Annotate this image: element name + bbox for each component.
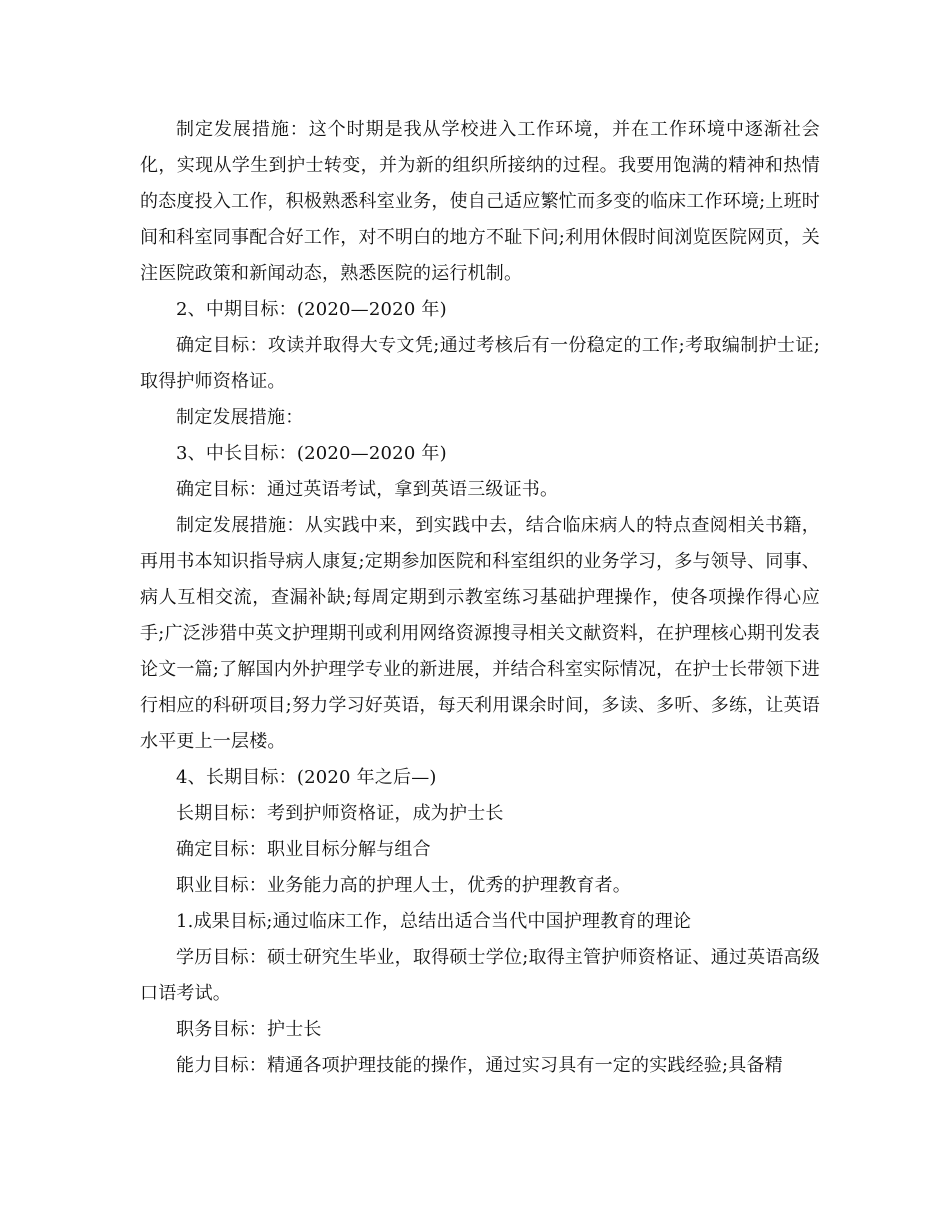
- paragraph-10: 确定目标：职业目标分解与组合: [176, 839, 431, 860]
- paragraph-4: 制定发展措施：: [176, 407, 304, 428]
- paragraph-14: 职务目标：护士长: [176, 1019, 322, 1040]
- paragraph-6: 确定目标：通过英语考试，拿到英语三级证书。: [176, 479, 559, 500]
- paragraph-15: 能力目标：精通各项护理技能的操作，通过实习具有一定的实践经验;具备精: [176, 1055, 783, 1076]
- paragraph-9: 长期目标：考到护师资格证，成为护士长: [176, 803, 504, 824]
- paragraph-8: 4、长期目标：(2020 年之后—): [176, 767, 437, 788]
- paragraph-2: 2、中期目标：(2020—2020 年): [176, 299, 447, 320]
- document-body: [140, 112, 820, 1084]
- paragraph-13: 学历目标：硕士研究生毕业，取得硕士学位;取得主管护师资格证、通过英语高级口语考试。: [140, 947, 820, 1004]
- paragraph-1: 制定发展措施：这个时期是我从学校进入工作环境，并在工作环境中逐渐社会化，实现从学生到护士转变，并为新的组织所接纳的过程。我要用饱满的精神和热情的态度投入工作，积极熟悉科室业务，使自己适应繁忙而多变的临床工作环境;上班时间和科室同事配合好工作，对不明白的地方不耻下问;利用休假时间浏览医院网页，关注医院政策和新闻动态，熟悉医院的运行机制。: [140, 119, 820, 284]
- paragraph-7: 制定发展措施：从实践中来，到实践中去，结合临床病人的特点查阅相关书籍，再用书本知识指导病人康复;定期参加医院和科室组织的业务学习，多与领导、同事、病人互相交流，查漏补缺;每周定期到示教室练习基础护理操作，使各项操作得心应手;广泛涉猎中英文护理期刊或利用网络资源搜寻相关文献资料，在护理核心期刊发表论文一篇;了解国内外护理学专业的新进展，并结合科室实际情况，在护士长带领下进行相应的科研项目;努力学习好英语，每天利用课余时间，多读、多听、多练，让英语水平更上一层楼。: [140, 515, 820, 752]
- paragraph-3: 确定目标：攻读并取得大专文凭;通过考核后有一份稳定的工作;考取编制护士证;取得护师资格证。: [140, 335, 820, 392]
- paragraph-11: 职业目标：业务能力高的护理人士，优秀的护理教育者。: [176, 875, 631, 896]
- paragraph-5: 3、中长目标：(2020—2020 年): [176, 443, 447, 464]
- paragraph-12: 1.成果目标;通过临床工作，总结出适合当代中国护理教育的理论: [176, 911, 692, 932]
